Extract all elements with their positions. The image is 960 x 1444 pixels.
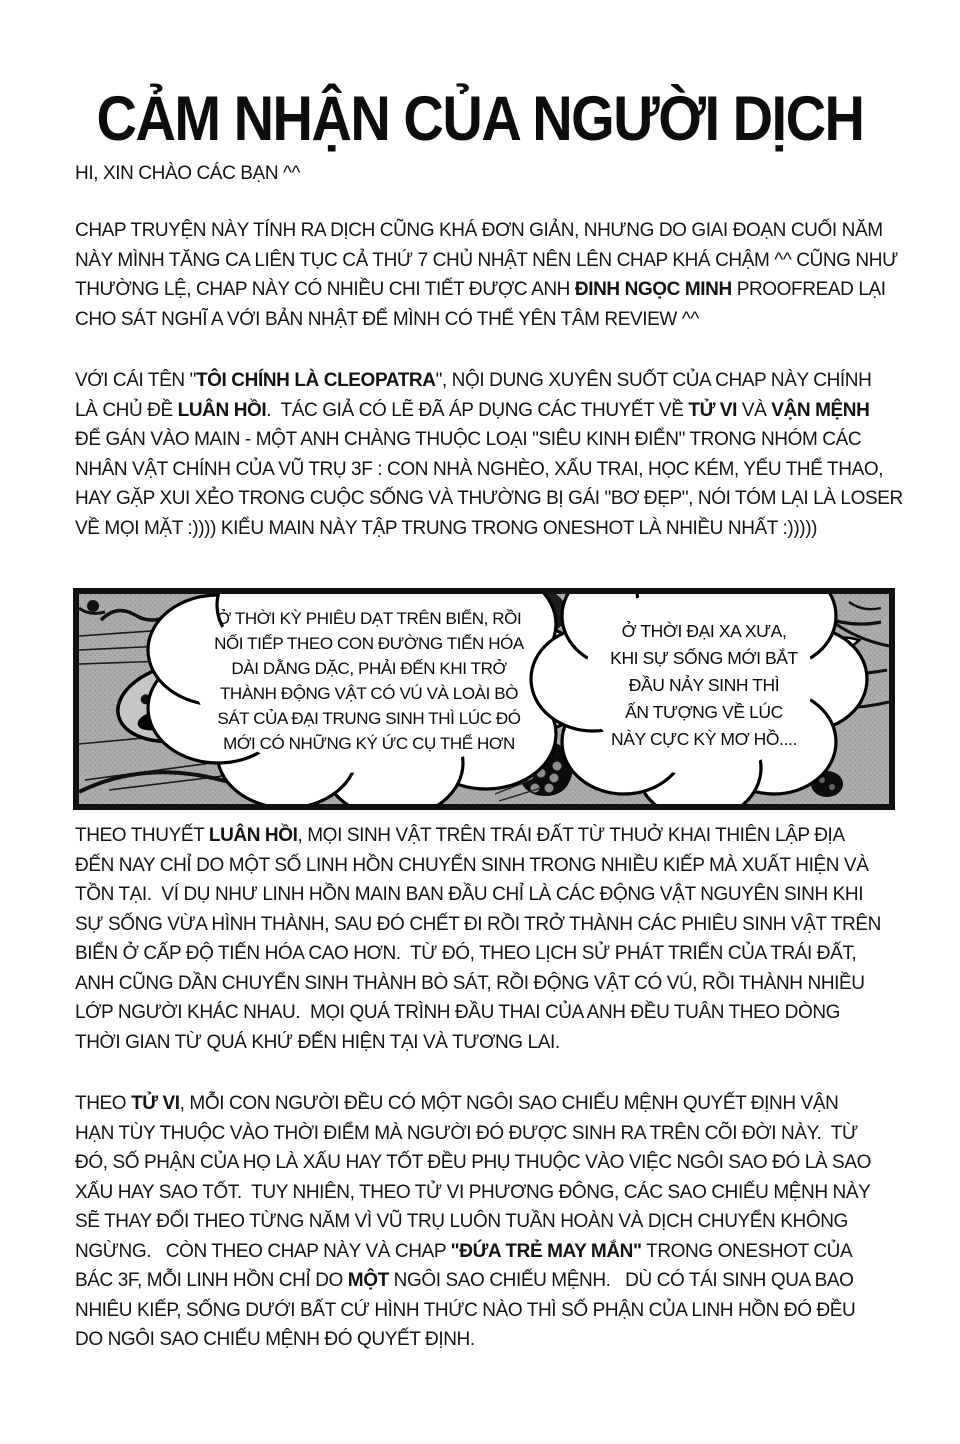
bubble-text-line: DÀI DẰNG DẶC, PHẢI ĐẾN KHI TRỞ (231, 659, 507, 678)
paragraph-intro (75, 216, 898, 334)
text-line: CHO SÁT NGHĨ A VỚI BẢN NHẬT ĐỂ MÌNH CÓ THỂ YÊN TÂM REVIEW ^^ (75, 308, 699, 330)
bubble-text-line: ẤN TƯỢNG VỀ LÚC (625, 702, 783, 722)
text-line: XẤU HAY SAO TỐT. TUY NHIÊN, THEO TỬ VI PHƯƠNG ĐÔNG, CÁC SAO CHIẾU MỆNH NÀY (75, 1181, 871, 1203)
text-line: CHAP TRUYỆN NÀY TÍNH RA DỊCH CŨNG KHÁ ĐƠN GIẢN, NHƯNG DO GIAI ĐOẠN CUỐI NĂM (75, 220, 883, 241)
paragraph-cleopatra-theme (75, 366, 903, 543)
text-line: ĐẾN NAY CHỈ DO MỘT SỐ LINH HỒN CHUYỂN SINH TRONG NHIỀU KIẾP MÀ XUẤT HIỆN VÀ (75, 854, 869, 876)
text-line: THỜI GIAN TỪ QUÁ KHỨ ĐẾN HIỆN TẠI VÀ TƯƠNG LAI. (75, 1031, 560, 1053)
text-line: HẠN TÙY THUỘC VÀO THỜI ĐIỂM MÀ NGƯỜI ĐÓ ĐƯỢC SINH RA TRÊN CÕI ĐỜI NÀY. TỪ (75, 1122, 858, 1144)
text-line: THEO TỬ VI, MỖI CON NGƯỜI ĐỀU CÓ MỘT NGÔI SAO CHIẾU MỆNH QUYẾT ĐỊNH VẬN (75, 1093, 839, 1114)
text-line: ĐÓ, SỐ PHẬN CỦA HỌ LÀ XẤU HAY TỐT ĐỀU PHỤ THUỘC VÀO VIỆC NGÔI SAO ĐÓ LÀ SAO (75, 1152, 871, 1173)
text-line: THƯỜNG LỆ, CHAP NÀY CÓ NHIỀU CHI TIẾT ĐƯỢC ANH ĐINH NGỌC MINH PROOFREAD LẠI (75, 279, 886, 300)
bubble-text-line: Ở THỜI ĐẠI XA XƯA, (621, 621, 787, 641)
paragraph-greeting (75, 159, 890, 189)
bubble-text-line: THÀNH ĐỘNG VẬT CÓ VÚ VÀ LOÀI BÒ (219, 684, 519, 703)
text-line: BÁC 3F, MỖI LINH HỒN CHỈ DO MỘT NGÔI SAO CHIẾU MỆNH. DÙ CÓ TÁI SINH QUA BAO (75, 1270, 854, 1291)
text-line: THEO THUYẾT LUÂN HỒI, MỌI SINH VẬT TRÊN TRÁI ĐẤT TỪ THUỞ KHAI THIÊN LẬP ĐỊA (75, 825, 845, 846)
bubble-text-line: SÁT CỦA ĐẠI TRUNG SINH THÌ LÚC ĐÓ (217, 709, 521, 728)
text-line: HAY GẶP XUI XẺO TRONG CUỘC SỐNG VÀ THƯỜNG BỊ GÁI "BƠ ĐẸP", NÓI TÓM LẠI LÀ LOSER (75, 488, 903, 509)
text-line: NÀY MÌNH TĂNG CA LIÊN TỤC CẢ THỨ 7 CHỦ NHẬT NÊN LÊN CHAP KHÁ CHẬM ^^ CŨNG NHƯ (75, 249, 898, 271)
bubble-text-line: KHI SỰ SỐNG MỚI BẮT (610, 648, 798, 668)
bubble-text-line: MỚI CÓ NHỮNG KÝ ỨC CỤ THỂ HƠN (223, 734, 515, 753)
text-line: VỀ MỌI MẶT :)))) KIỂU MAIN NÀY TẬP TRUNG TRONG ONESHOT LÀ NHIỀU NHẤT :))))) (75, 517, 818, 539)
page-title: CẢM NHẬN CỦA NGƯỜI DỊCH (96, 82, 864, 154)
text-line: VỚI CÁI TÊN "TÔI CHÍNH LÀ CLEOPATRA", NỘI DUNG XUYÊN SUỐT CỦA CHAP NÀY CHÍNH (75, 370, 872, 391)
text-line: DO NGÔI SAO CHIẾU MỆNH ĐÓ QUYẾT ĐỊNH. (75, 1329, 475, 1350)
text-line: BIỂN Ở CẤP ĐỘ TIẾN HÓA CAO HƠN. TỪ ĐÓ, THEO LỊCH SỬ PHÁT TRIỂN CỦA TRÁI ĐẤT, (75, 943, 857, 964)
bubble-text-line: Ở THỜI KỲ PHIÊU DẠT TRÊN BIỂN, RỒI (216, 609, 522, 628)
text-line: NGỪNG. CÒN THEO CHAP NÀY VÀ CHAP "ĐỨA TRẺ MAY MẮN" TRONG ONESHOT CỦA (75, 1240, 853, 1262)
text-line: SỰ SỐNG VỪA HÌNH THÀNH, SAU ĐÓ CHẾT ĐI RỒI TRỞ THÀNH CÁC PHIÊU SINH VẬT TRÊN (75, 913, 881, 935)
manga-panel (73, 588, 895, 810)
text-line: LỚP NGƯỜI KHÁC NHAU. MỌI QUÁ TRÌNH ĐẦU THAI CỦA ANH ĐỀU TUÂN THEO DÒNG (75, 1002, 841, 1023)
speech-bubble-right-text (579, 618, 829, 753)
paragraph-reincarnation-theory (75, 821, 890, 1057)
paragraph-astrology (75, 1089, 890, 1355)
speech-bubble-left-text (199, 606, 539, 756)
text-line: NHIÊU KIẾP, SỐNG DƯỚI BẤT CỨ HÌNH THỨC NÀO THÌ SỐ PHẬN CỦA LINH HỒN ĐÓ ĐỀU (75, 1299, 856, 1321)
bubble-text-line: NÀY CỰC KỲ MƠ HỒ.... (611, 729, 797, 749)
text-line: HI, XIN CHÀO CÁC BẠN ^^ (75, 163, 301, 184)
text-line: SẼ THAY ĐỔI THEO TỪNG NĂM VÌ VŨ TRỤ LUÔN TUẦN HOÀN VÀ DỊCH CHUYỂN KHÔNG (75, 1211, 848, 1232)
text-line: ĐỂ GÁN VÀO MAIN - MỘT ANH CHÀNG THUỘC LOẠI "SIÊU KINH ĐIỂN" TRONG NHÓM CÁC (75, 429, 862, 450)
text-line: LÀ CHỦ ĐỀ LUÂN HỒI. TÁC GIẢ CÓ LẼ ĐÃ ÁP DỤNG CÁC THUYẾT VỀ TỬ VI VÀ VẬN MỆNH (75, 399, 870, 421)
bubble-text-line: ĐẦU NẢY SINH THÌ (628, 675, 780, 695)
text-line: ANH CŨNG DẦN CHUYỂN SINH THÀNH BÒ SÁT, RỒI ĐỘNG VẬT CÓ VÚ, RỒI THÀNH NHIỀU (75, 972, 865, 994)
text-line: NHÂN VẬT CHÍNH CỦA VŨ TRỤ 3F : CON NHÀ NGHÈO, XẤU TRAI, HỌC KÉM, YẾU THỂ THAO, (75, 458, 884, 480)
bubble-text-line: NỐI TIẾP THEO CON ĐƯỜNG TIẾN HÓA (214, 634, 524, 653)
text-line: TỒN TẠI. VÍ DỤ NHƯ LINH HỒN MAIN BAN ĐẦU CHỈ LÀ CÁC ĐỘNG VẬT NGUYÊN SINH KHI (75, 884, 864, 905)
